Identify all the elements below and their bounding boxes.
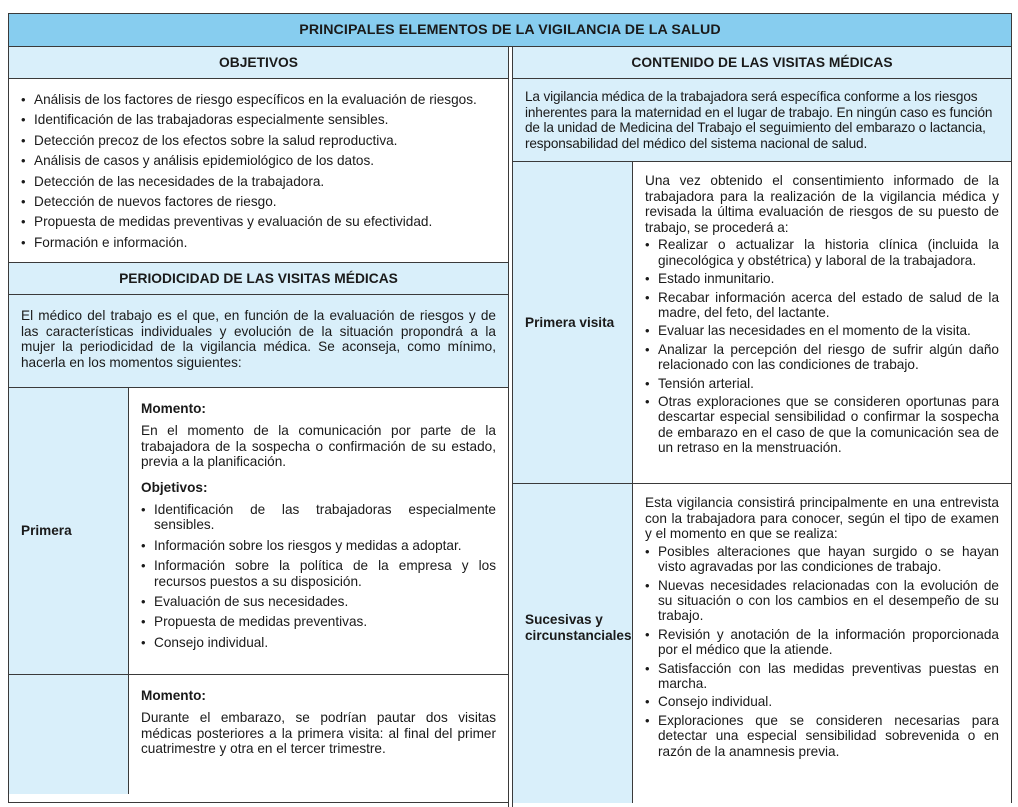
table-title: PRINCIPALES ELEMENTOS DE LA VIGILANCIA DE LA SALUD (9, 14, 1011, 47)
list-item: • Análisis de los factores de riesgo específicos en la evaluación de riesgos. (21, 92, 496, 107)
list-item: • Satisfacción con las medidas preventivas puestas en marcha. (645, 661, 999, 692)
list-item: • Recabar información acerca del estado de salud de la madre, del feto, del lactante. (645, 290, 999, 321)
list-item: • Revisión y anotación de la información proporcionada por el médico que la atiende. (645, 627, 999, 658)
row-body (129, 388, 508, 674)
list-item: • Identificación de las trabajadoras especialmente sensibles. (141, 502, 496, 533)
objetivos-label: Objetivos: (141, 480, 208, 496)
list-item: • Identificación de las trabajadoras especialmente sensibles. (21, 112, 496, 127)
periodicidad-row-embarazo (9, 674, 508, 794)
list-item: • Estado inmunitario. (645, 271, 999, 286)
momento-label: Momento: (141, 688, 206, 704)
contenido-intro: La vigilancia médica de la trabajadora será específica conforme a los riesgos inherentes para la maternidad en el lugar de trabajo. En ningún caso es función de la unidad de Medicina del Trabajo el seguimiento del embarazo o lactancia, responsabilidad del médico del sistema nacional de salud. (513, 79, 1011, 161)
left-column (9, 47, 509, 807)
vigilancia-table (8, 13, 1012, 803)
list-item: • Exploraciones que se consideren necesarias para detectar una especial sensibilidad sobrevenida o en razón de la anamnesis previa. (645, 713, 999, 759)
contenido-row-primera-visita (513, 161, 1011, 483)
list-item: • Formación e información. (21, 235, 496, 250)
row-body (633, 484, 1011, 803)
list-item: • Posibles alteraciones que hayan surgido o se hayan visto agravadas por las condiciones de trabajo. (645, 544, 999, 575)
row-label: Primera visita (513, 162, 633, 483)
objetivos-heading: OBJETIVOS (9, 47, 508, 79)
contenido-heading: CONTENIDO DE LAS VISITAS MÉDICAS (513, 47, 1011, 79)
row-text: Esta vigilancia consistirá principalmente en una entrevista con la trabajadora para conocer, según el tipo de examen y el momento en que se realiza: (645, 495, 999, 542)
sucesivas-list (645, 544, 999, 759)
momento-text: En el momento de la comunicación por parte de la trabajadora de la sospecha o confirmación de su estado, previa a la planificación. (141, 423, 496, 470)
row-body (129, 675, 508, 794)
list-item: • Detección de nuevos factores de riesgo. (21, 194, 496, 209)
list-item: • Detección precoz de los efectos sobre la salud reproductiva. (21, 133, 496, 148)
list-item: • Consejo individual. (645, 694, 999, 709)
row-label: Sucesivas y circunstanciales (513, 484, 633, 803)
row-text: Una vez obtenido el consentimiento informado de la trabajadora para la realización de la vigilancia médica y revisada la última evaluación de riesgos de su puesto de trabajo, se procederá a: (645, 173, 999, 235)
contenido-row-sucesivas (513, 483, 1011, 803)
list-item: • Realizar o actualizar la historia clínica (incluida la ginecológica y obstétrica) y laboral de la trabajadora. (645, 237, 999, 268)
primera-visita-list (645, 237, 999, 455)
list-item: • Información sobre los riesgos y medidas a adoptar. (141, 538, 496, 553)
list-item: • Analizar la percepción del riesgo de sufrir algún daño relacionado con las condiciones de trabajo. (645, 342, 999, 373)
list-item: • Otras exploraciones que se consideren oportunas para descartar especial sensibilidad o confirmar la sospecha de embarazo en el caso de que la comunicación sea de un retraso en la menstruación. (645, 394, 999, 456)
list-item: • Nuevas necesidades relacionadas con la evolución de su situación o con los cambios en el desempeño de su trabajo. (645, 578, 999, 624)
periodicidad-row-primera (9, 387, 508, 674)
row-body (633, 162, 1011, 483)
list-item: • Evaluar las necesidades en el momento de la visita. (645, 323, 999, 338)
momento-label: Momento: (141, 401, 206, 417)
row-label: Primera (9, 388, 129, 674)
momento-text: Durante el embarazo, se podrían pautar dos visitas médicas posteriores a la primera visita: al final del primer cuatrimestre y otra en el tercer trimestre. (141, 710, 496, 757)
objetivos-list (21, 92, 496, 250)
periodicidad-heading: PERIODICIDAD DE LAS VISITAS MÉDICAS (9, 262, 508, 295)
row-label (9, 675, 129, 794)
list-item: • Propuesta de medidas preventivas. (141, 614, 496, 629)
list-item: • Consejo individual. (141, 635, 496, 650)
primera-objetivos-list (141, 502, 496, 650)
right-column (512, 47, 1011, 807)
list-item: • Tensión arterial. (645, 376, 999, 391)
list-item: • Evaluación de sus necesidades. (141, 594, 496, 609)
list-item: • Análisis de casos y análisis epidemiológico de los datos. (21, 153, 496, 168)
periodicidad-intro: El médico del trabajo es el que, en función de la evaluación de riesgos y de las características individuales y evolución de la situación propondrá a la mujer la periodicidad de la vigilancia médica. Se aconseja, como mínimo, hacerla en los momentos siguientes: (9, 295, 508, 387)
list-item: • Detección de las necesidades de la trabajadora. (21, 174, 496, 189)
list-item: • Información sobre la política de la empresa y los recursos puestos a su disposición. (141, 558, 496, 589)
list-item: • Propuesta de medidas preventivas y evaluación de su efectividad. (21, 214, 496, 229)
objetivos-box (9, 79, 508, 262)
